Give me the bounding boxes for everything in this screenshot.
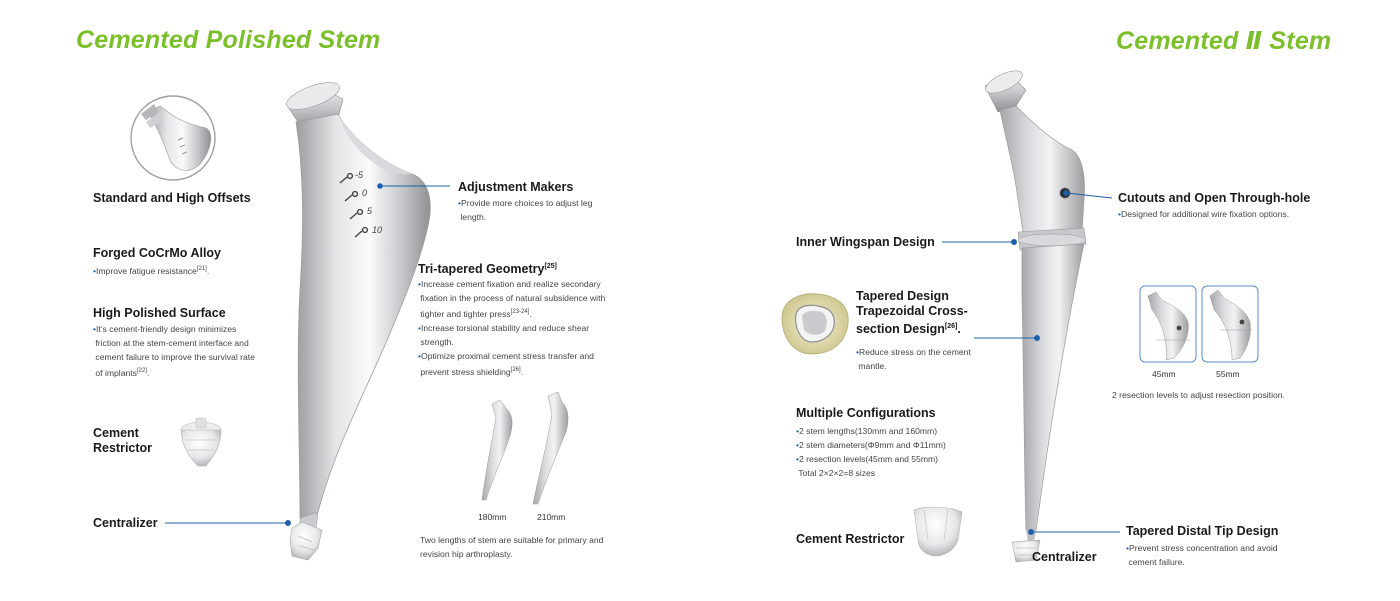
- taper-heading: Tri-tapered Geometry[25]: [418, 262, 557, 277]
- alloy-heading: Forged CoCrMo Alloy: [93, 246, 222, 260]
- length-180-label: 180mm: [478, 512, 507, 522]
- cutouts-text: •Designed for additional wire fixation options.: [1118, 209, 1290, 219]
- right-centralizer-label: Centralizer: [1032, 550, 1097, 564]
- cutouts-heading: Cutouts and Open Through-hole: [1118, 191, 1311, 205]
- mark-label-minus5: -5: [355, 170, 364, 180]
- taper-text: •Increase cement fixation and realize secondary fixation in the process of natural subsidence with tighter and tighter press[23-24]. •Increase torsional stability and reduce shear strength. •Optimize proximal cement stress transfer and prevent stress shielding[26].: [418, 279, 606, 377]
- resection-note: 2 resection levels to adjust resection position.: [1112, 390, 1285, 400]
- cement-restrictor-image: [181, 418, 221, 466]
- resection-level-images: [1140, 286, 1258, 362]
- wingspan-heading: Inner Wingspan Design: [796, 235, 935, 249]
- stem-lengths-image: [482, 392, 568, 504]
- left-page-title: Cemented Polished Stem: [76, 26, 381, 54]
- cemented-ii-stem-image: [982, 66, 1086, 562]
- offsets-heading: Standard and High Offsets: [93, 191, 251, 205]
- distal-text: •Prevent stress concentration and avoid cement failure.: [1126, 543, 1278, 567]
- mark-label-10: 10: [372, 225, 383, 235]
- tapered-heading: Tapered Design Trapezoidal Cross- section Design[26].: [856, 289, 968, 337]
- right-restrictor-label: Cement Restrictor: [796, 532, 905, 546]
- mark-label-0: 0: [362, 188, 368, 198]
- polished-text: •It’s cement-friendly design minimizes friction at the stem-cement interface and cement failure to improve the survival rate of implants[22].: [93, 324, 255, 378]
- resection-55-label: 55mm: [1216, 369, 1240, 379]
- mark-label-5: 5: [367, 206, 373, 216]
- restrictor-heading: Cement Restrictor: [93, 426, 153, 455]
- centralizer-label: Centralizer: [93, 516, 158, 530]
- adjust-heading: Adjustment Makers: [458, 180, 574, 194]
- alloy-text: •Improve fatigue resistance[21].: [93, 265, 210, 276]
- configs-heading: Multiple Configurations: [796, 406, 936, 420]
- tapered-text: •Reduce stress on the cement mantle.: [856, 347, 971, 371]
- polished-heading: High Polished Surface: [93, 306, 226, 320]
- cross-section-image: [782, 294, 848, 354]
- cement-restrictor-right-image: [914, 507, 962, 556]
- resection-45-label: 45mm: [1152, 369, 1176, 379]
- right-page-title: Cemented Ⅱ Stem: [1116, 27, 1332, 55]
- polished-stem-image: [283, 77, 430, 560]
- length-210-label: 210mm: [537, 512, 566, 522]
- configs-text: •2 stem lengths(130mm and 160mm) •2 stem diameters(Φ9mm and Φ11mm) •2 resection levels(45mm and 55mm) Total 2×2×2=8 sizes: [796, 426, 946, 478]
- adjust-text: •Provide more choices to adjust leg length.: [458, 198, 593, 222]
- distal-heading: Tapered Distal Tip Design: [1126, 524, 1279, 538]
- lengths-note: Two lengths of stem are suitable for primary and revision hip arthroplasty.: [420, 535, 604, 559]
- offsets-detail-image: [131, 96, 215, 180]
